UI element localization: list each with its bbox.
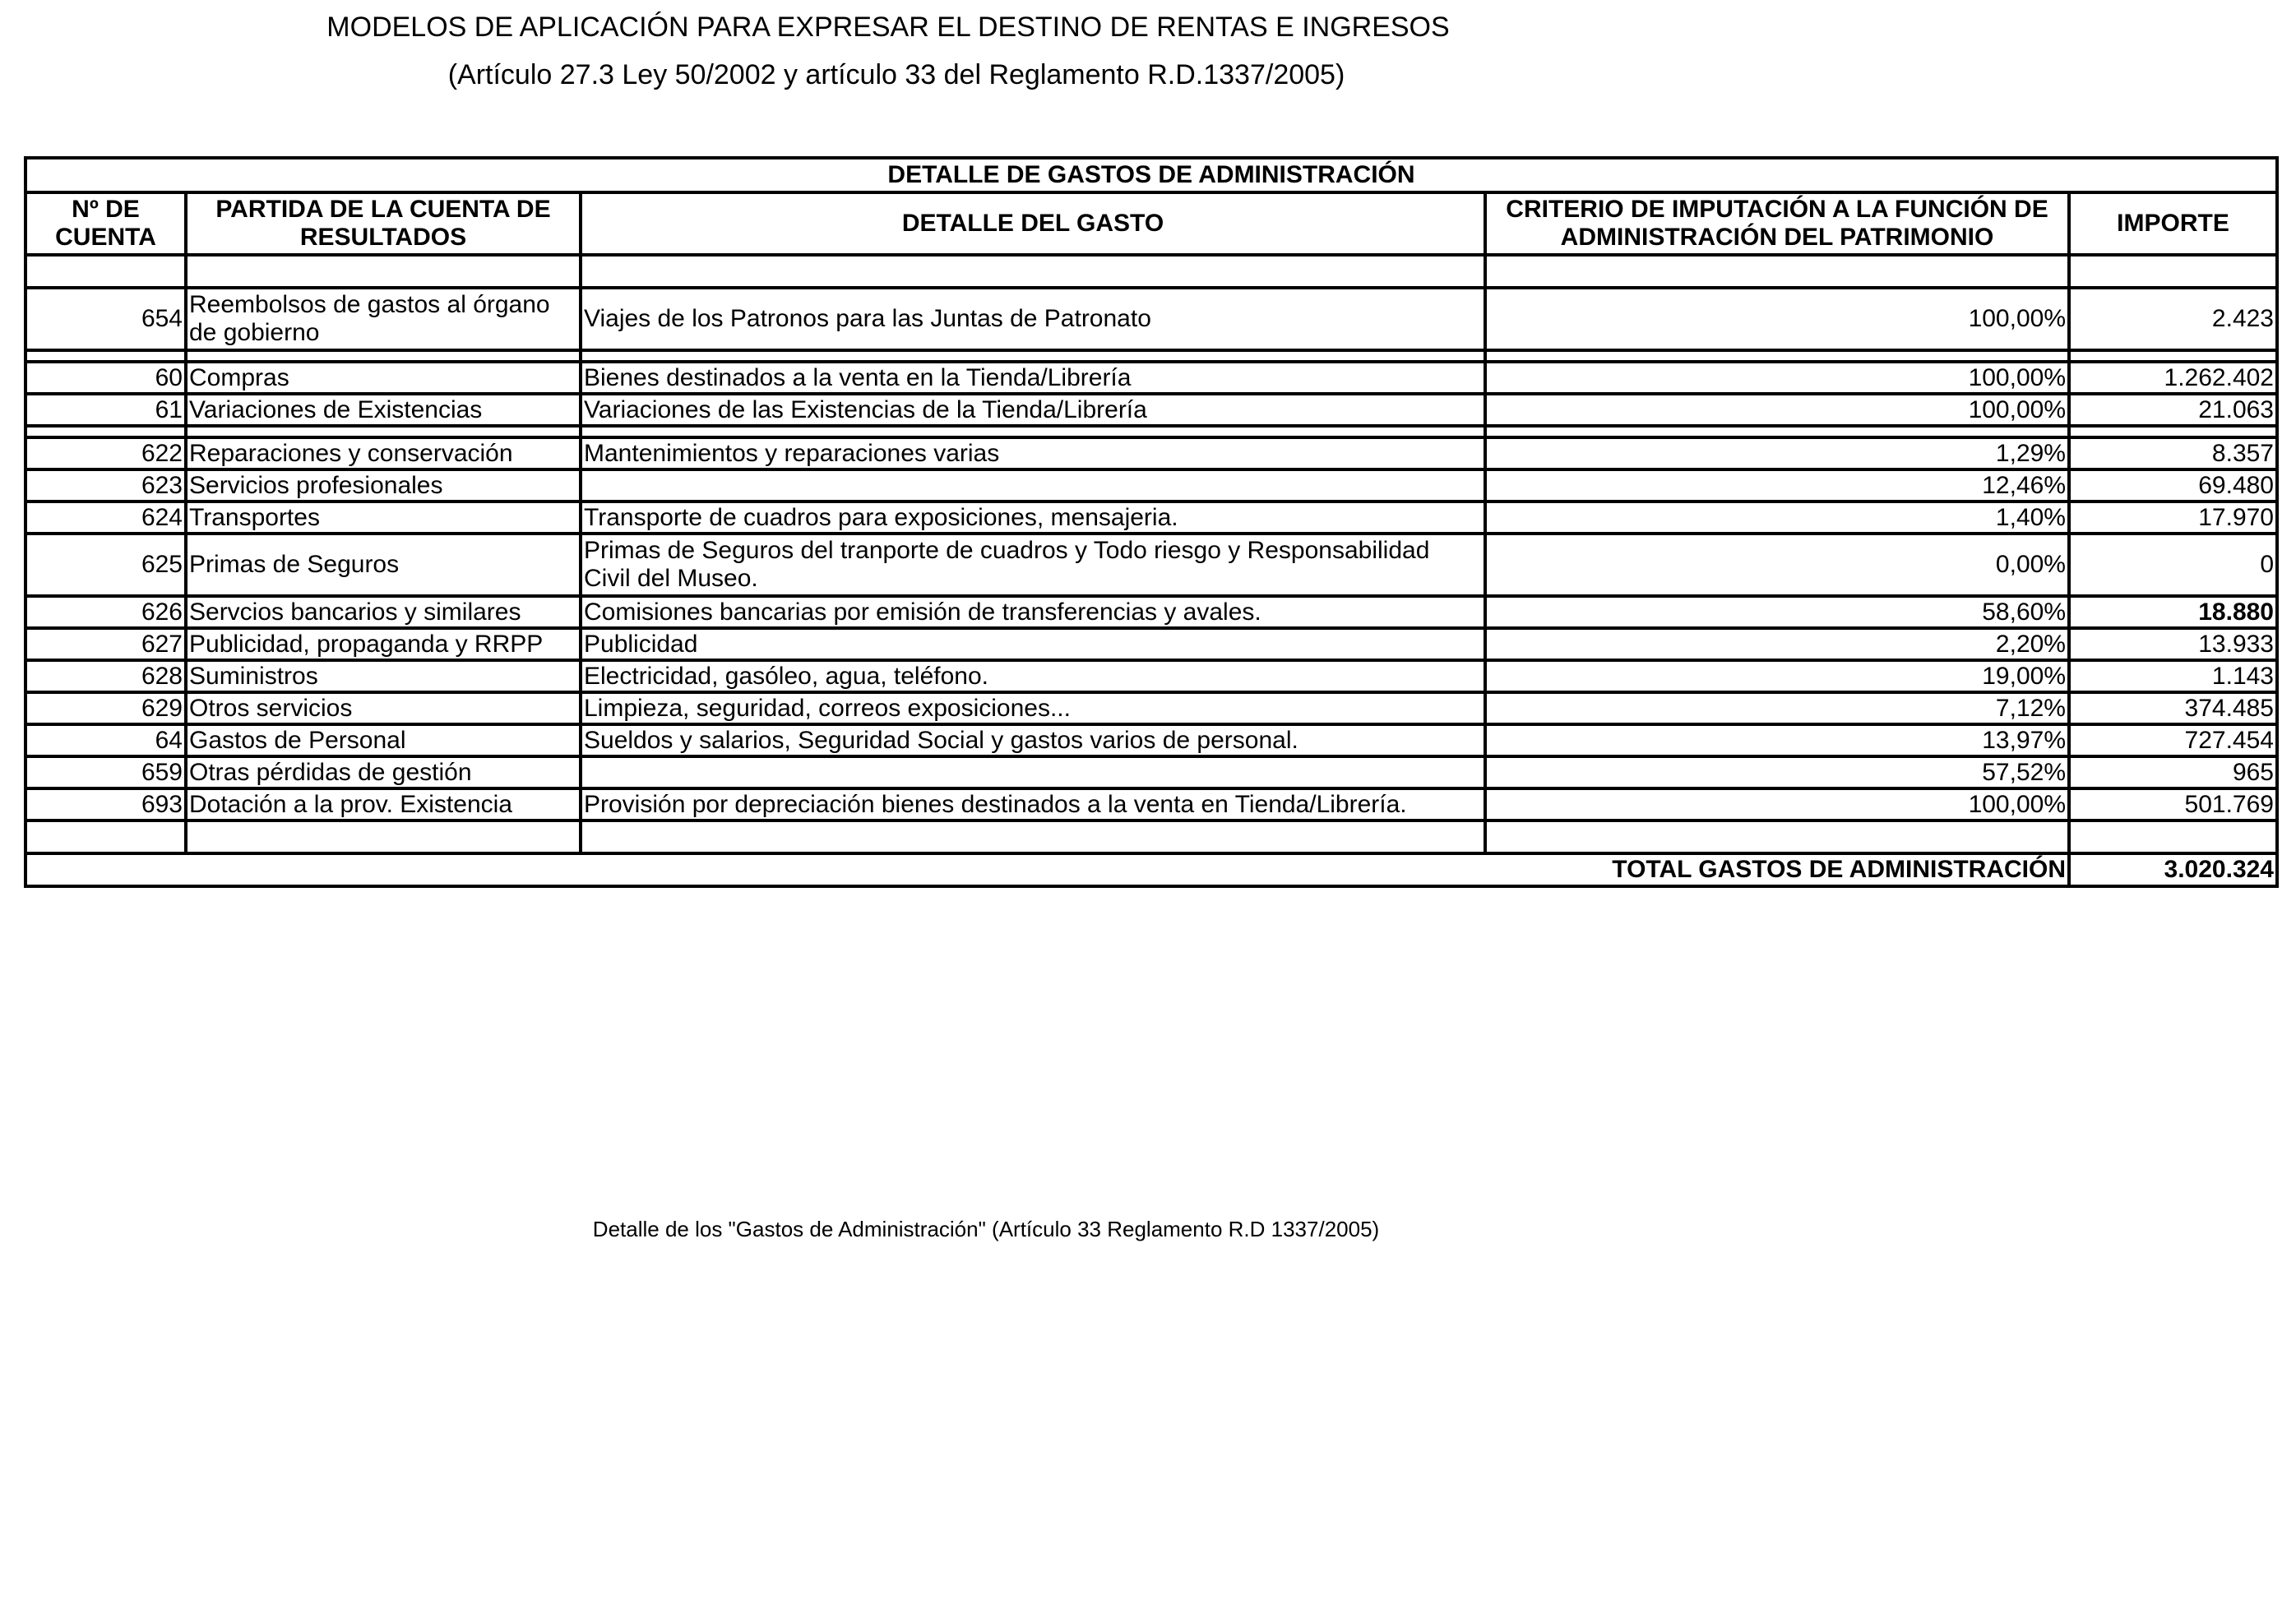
table-row <box>25 660 2277 692</box>
table-row <box>25 362 2277 394</box>
table-row <box>25 501 2277 534</box>
cell-criterio: 100,00% <box>1485 288 2069 350</box>
header-criterio: CRITERIO DE IMPUTACIÓN A LA FUNCIÓN DE ADMINISTRACIÓN DEL PATRIMONIO <box>1485 192 2069 255</box>
empty-cell <box>2069 255 2277 288</box>
total-row <box>25 853 2277 886</box>
cell-cuenta: 629 <box>25 692 186 724</box>
cell-cuenta: 627 <box>25 628 186 660</box>
cell-detalle: Mantenimientos y reparaciones varias <box>581 437 1485 469</box>
empty-cell <box>1485 255 2069 288</box>
cell-criterio: 12,46% <box>1485 469 2069 501</box>
table-row <box>25 288 2277 350</box>
cell-criterio: 2,20% <box>1485 628 2069 660</box>
cell-detalle: Limpieza, seguridad, correos exposiciones... <box>581 692 1485 724</box>
expenses-table <box>24 156 2279 888</box>
cell-partida: Servcios bancarios y similares <box>186 596 581 628</box>
table-row <box>25 596 2277 628</box>
cell-partida: Primas de Seguros <box>186 534 581 596</box>
cell-partida: Compras <box>186 362 581 394</box>
cell-detalle: Electricidad, gasóleo, agua, teléfono. <box>581 660 1485 692</box>
cell-importe: 0 <box>2069 534 2277 596</box>
cell-cuenta: 626 <box>25 596 186 628</box>
empty-cell <box>186 426 581 437</box>
table-row <box>25 469 2277 501</box>
cell-criterio: 58,60% <box>1485 596 2069 628</box>
header-cuenta: Nº DE CUENTA <box>25 192 186 255</box>
cell-partida: Suministros <box>186 660 581 692</box>
cell-criterio: 7,12% <box>1485 692 2069 724</box>
cell-partida: Variaciones de Existencias <box>186 394 581 426</box>
cell-cuenta: 623 <box>25 469 186 501</box>
table-row <box>25 437 2277 469</box>
cell-detalle: Bienes destinados a la venta en la Tienda/Librería <box>581 362 1485 394</box>
empty-cell <box>1485 426 2069 437</box>
cell-partida: Reparaciones y conservación <box>186 437 581 469</box>
cell-cuenta: 628 <box>25 660 186 692</box>
cell-detalle: Comisiones bancarias por emisión de transferencias y avales. <box>581 596 1485 628</box>
cell-cuenta: 61 <box>25 394 186 426</box>
empty-cell <box>186 820 581 853</box>
table-row <box>25 788 2277 820</box>
table-header-row <box>25 192 2277 255</box>
footer-note: Detalle de los "Gastos de Administración" (Artículo 33 Reglamento R.D 1337/2005) <box>592 1217 1380 1241</box>
cell-criterio: 1,29% <box>1485 437 2069 469</box>
cell-criterio: 100,00% <box>1485 394 2069 426</box>
table-row <box>25 394 2277 426</box>
cell-cuenta: 622 <box>25 437 186 469</box>
empty-cell <box>1485 820 2069 853</box>
cell-detalle: Provisión por depreciación bienes destinados a la venta en Tienda/Librería. <box>581 788 1485 820</box>
empty-cell <box>25 820 186 853</box>
empty-cell <box>2069 426 2277 437</box>
cell-importe: 69.480 <box>2069 469 2277 501</box>
cell-partida: Otras pérdidas de gestión <box>186 756 581 788</box>
cell-cuenta: 60 <box>25 362 186 394</box>
cell-importe: 1.143 <box>2069 660 2277 692</box>
table-row <box>25 756 2277 788</box>
empty-cell <box>581 426 1485 437</box>
cell-cuenta: 624 <box>25 501 186 534</box>
cell-criterio: 57,52% <box>1485 756 2069 788</box>
empty-cell <box>186 255 581 288</box>
cell-cuenta: 654 <box>25 288 186 350</box>
empty-cell <box>1485 350 2069 362</box>
table-row <box>25 534 2277 596</box>
cell-detalle: Transporte de cuadros para exposiciones, mensajeria. <box>581 501 1485 534</box>
cell-criterio: 100,00% <box>1485 362 2069 394</box>
table-row <box>25 628 2277 660</box>
empty-cell <box>186 350 581 362</box>
header-importe: IMPORTE <box>2069 192 2277 255</box>
cell-criterio: 19,00% <box>1485 660 2069 692</box>
cell-partida: Servicios profesionales <box>186 469 581 501</box>
table-caption: DETALLE DE GASTOS DE ADMINISTRACIÓN <box>25 158 2277 192</box>
empty-cell <box>581 350 1485 362</box>
cell-detalle <box>581 756 1485 788</box>
spacer-row <box>25 426 2277 437</box>
spacer-row <box>25 255 2277 288</box>
header-detalle: DETALLE DEL GASTO <box>581 192 1485 255</box>
empty-cell <box>2069 820 2277 853</box>
cell-importe: 17.970 <box>2069 501 2277 534</box>
cell-cuenta: 625 <box>25 534 186 596</box>
empty-cell <box>581 255 1485 288</box>
cell-partida: Otros servicios <box>186 692 581 724</box>
header-partida: PARTIDA DE LA CUENTA DE RESULTADOS <box>186 192 581 255</box>
cell-detalle: Publicidad <box>581 628 1485 660</box>
cell-criterio: 13,97% <box>1485 724 2069 756</box>
document-subtitle: (Artículo 27.3 Ley 50/2002 y artículo 33 del Reglamento R.D.1337/2005) <box>447 59 1345 90</box>
cell-importe: 374.485 <box>2069 692 2277 724</box>
cell-importe: 21.063 <box>2069 394 2277 426</box>
cell-criterio: 0,00% <box>1485 534 2069 596</box>
cell-cuenta: 659 <box>25 756 186 788</box>
cell-detalle: Primas de Seguros del tranporte de cuadros y Todo riesgo y Responsabilidad Civil del Museo. <box>581 534 1485 596</box>
cell-importe: 501.769 <box>2069 788 2277 820</box>
empty-cell <box>25 350 186 362</box>
cell-importe: 965 <box>2069 756 2277 788</box>
cell-partida: Publicidad, propaganda y RRPP <box>186 628 581 660</box>
total-label: TOTAL GASTOS DE ADMINISTRACIÓN <box>25 853 2069 886</box>
cell-criterio: 1,40% <box>1485 501 2069 534</box>
cell-detalle <box>581 469 1485 501</box>
cell-cuenta: 693 <box>25 788 186 820</box>
cell-detalle: Sueldos y salarios, Seguridad Social y gastos varios de personal. <box>581 724 1485 756</box>
table-row <box>25 724 2277 756</box>
cell-importe: 8.357 <box>2069 437 2277 469</box>
cell-importe: 18.880 <box>2069 596 2277 628</box>
cell-cuenta: 64 <box>25 724 186 756</box>
table-caption-row <box>25 158 2277 192</box>
cell-importe: 13.933 <box>2069 628 2277 660</box>
document-title: MODELOS DE APLICACIÓN PARA EXPRESAR EL DESTINO DE RENTAS E INGRESOS <box>326 12 1450 43</box>
cell-importe: 2.423 <box>2069 288 2277 350</box>
empty-cell <box>25 255 186 288</box>
cell-partida: Reembolsos de gastos al órgano de gobierno <box>186 288 581 350</box>
cell-partida: Gastos de Personal <box>186 724 581 756</box>
cell-importe: 727.454 <box>2069 724 2277 756</box>
cell-partida: Dotación a la prov. Existencia <box>186 788 581 820</box>
cell-detalle: Variaciones de las Existencias de la Tienda/Librería <box>581 394 1485 426</box>
cell-importe: 1.262.402 <box>2069 362 2277 394</box>
spacer-row <box>25 350 2277 362</box>
total-value: 3.020.324 <box>2069 853 2277 886</box>
empty-cell <box>581 820 1485 853</box>
empty-cell <box>25 426 186 437</box>
spacer-row <box>25 820 2277 853</box>
cell-criterio: 100,00% <box>1485 788 2069 820</box>
cell-partida: Transportes <box>186 501 581 534</box>
empty-cell <box>2069 350 2277 362</box>
cell-detalle: Viajes de los Patronos para las Juntas de Patronato <box>581 288 1485 350</box>
table-row <box>25 692 2277 724</box>
